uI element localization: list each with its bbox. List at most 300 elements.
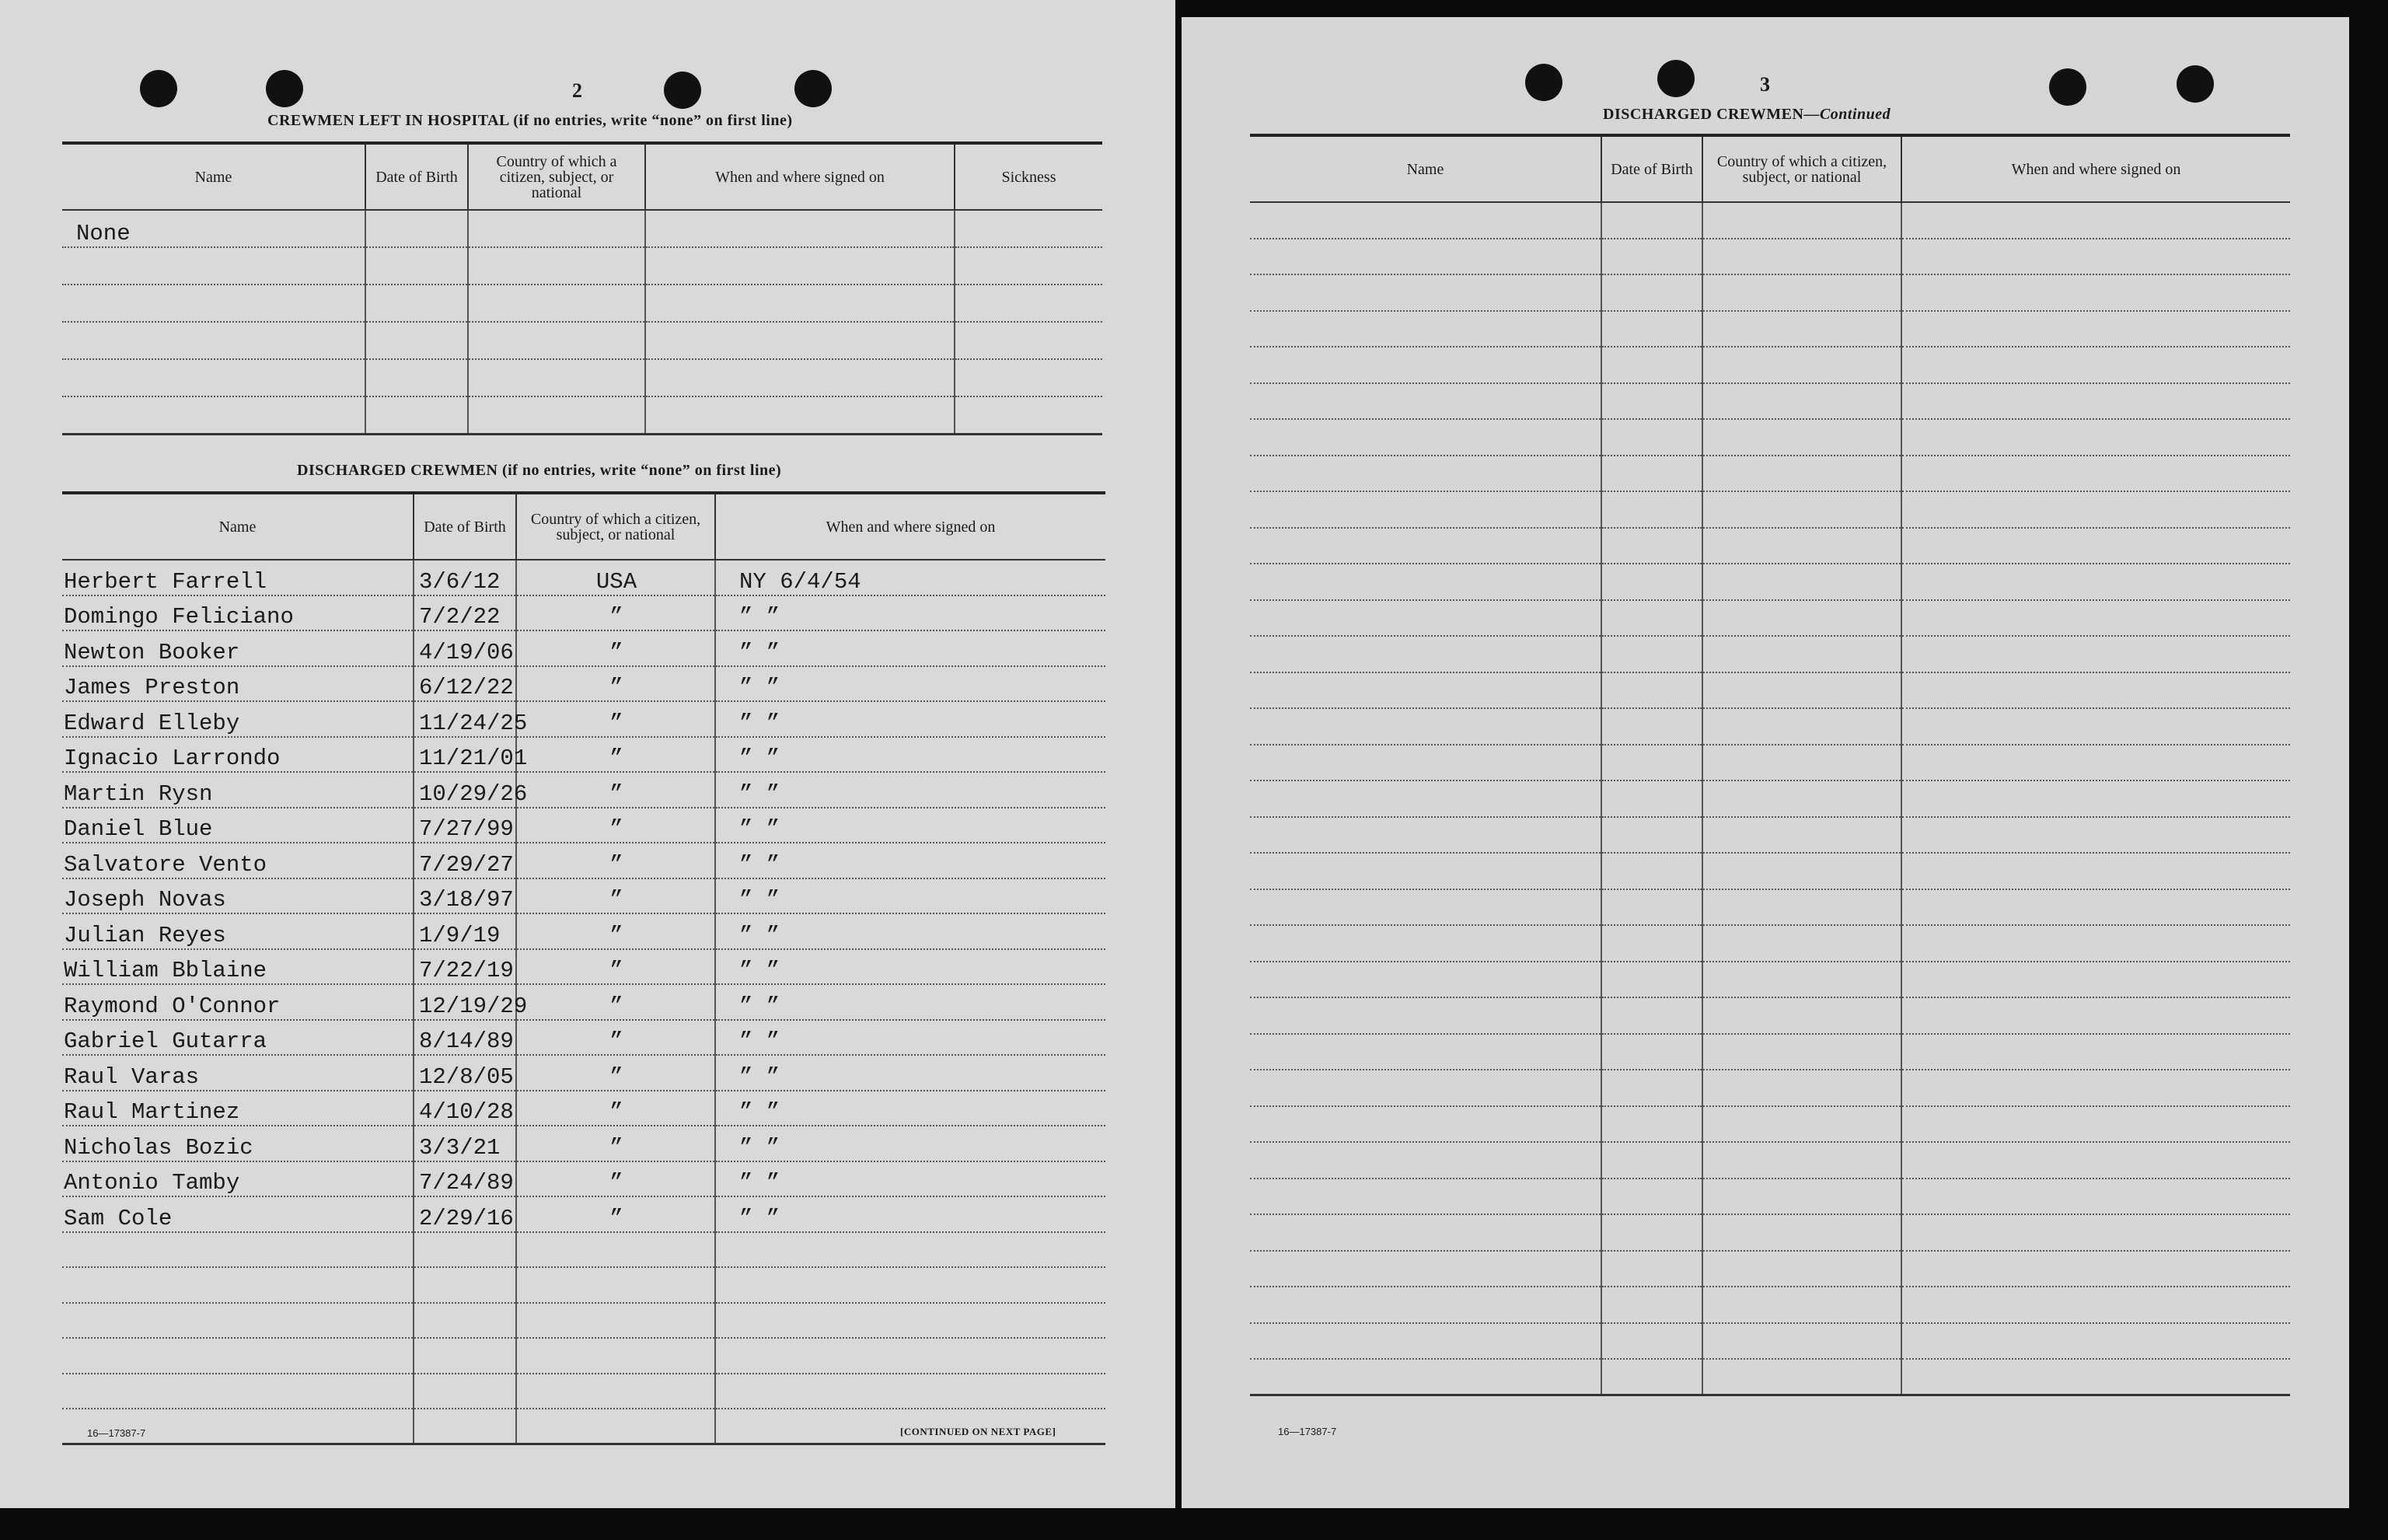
table-cell (1601, 1251, 1702, 1287)
discharged-continued-bold: DISCHARGED CREWMEN (1603, 106, 1804, 123)
table-cell (62, 285, 365, 322)
table-row (62, 878, 1105, 914)
table-cell (1250, 889, 1601, 926)
table-cell (645, 247, 955, 285)
table-row (1250, 636, 2290, 672)
table-cell (1901, 1142, 2290, 1179)
table-cell (715, 1303, 1105, 1339)
table-cell (645, 396, 955, 434)
table-cell (1250, 1179, 1601, 1215)
column-header: Date of Birth (414, 493, 516, 560)
form-number: 16—17387-7 (1278, 1426, 1337, 1437)
table-row (1250, 925, 2290, 962)
table-row (62, 701, 1105, 737)
table-cell: ” (516, 1161, 715, 1197)
table-row (62, 210, 1102, 247)
table-cell: 11/21/01 (414, 737, 516, 773)
table-cell (1601, 1323, 1702, 1360)
table-cell (645, 322, 955, 359)
table-cell: Gabriel Gutarra (62, 1020, 414, 1056)
table-cell (365, 359, 468, 396)
table-cell (1601, 311, 1702, 347)
table-row (1250, 564, 2290, 600)
page-number: 3 (1760, 73, 1770, 96)
table-cell (414, 1374, 516, 1409)
table-cell (1901, 311, 2290, 347)
continued-note: [CONTINUED ON NEXT PAGE] (900, 1426, 1056, 1437)
column-header: Date of Birth (1601, 135, 1702, 202)
column-header: When and where signed on (715, 493, 1105, 560)
table-cell (414, 1409, 516, 1444)
table-cell (1702, 997, 1901, 1034)
table-cell (1702, 491, 1901, 528)
table-cell (1901, 672, 2290, 709)
table-cell (365, 396, 468, 434)
table-row (1250, 1106, 2290, 1143)
table-cell: Martin Rysn (62, 772, 414, 808)
table-cell: ” ” (715, 701, 1105, 737)
table-cell (1250, 456, 1601, 492)
table-row (62, 1161, 1105, 1197)
table-cell (62, 1303, 414, 1339)
table-row (1250, 311, 2290, 347)
table-cell (1250, 1251, 1601, 1287)
table-row (1250, 1359, 2290, 1395)
table-cell (365, 285, 468, 322)
table-cell (1250, 1359, 1601, 1395)
table-cell: James Preston (62, 666, 414, 702)
table-row (1250, 202, 2290, 239)
table-cell (1601, 708, 1702, 745)
table-cell (1601, 202, 1702, 239)
table-row (1250, 853, 2290, 889)
table-cell: Salvatore Vento (62, 843, 414, 878)
table-cell (1250, 817, 1601, 854)
table-cell (468, 247, 645, 285)
table-cell (414, 1338, 516, 1374)
table-cell (1250, 925, 1601, 962)
table-cell (1901, 745, 2290, 781)
table-cell: 7/2/22 (414, 595, 516, 631)
table-cell (62, 396, 365, 434)
table-cell: 12/19/29 (414, 984, 516, 1020)
table-cell (1901, 962, 2290, 998)
table-cell: ” (516, 984, 715, 1020)
continued-label: —Continued (1803, 106, 1891, 123)
table-cell (1901, 1179, 2290, 1215)
table-cell (516, 1409, 715, 1444)
table-row (1250, 274, 2290, 311)
column-header: Name (62, 493, 414, 560)
table-cell: Ignacio Larrondo (62, 737, 414, 773)
table-cell (1601, 491, 1702, 528)
table-cell (1702, 1142, 1901, 1179)
table-cell (1601, 239, 1702, 275)
table-cell (1901, 419, 2290, 456)
table-cell (1901, 889, 2290, 926)
table-cell (955, 322, 1102, 359)
table-cell (1601, 1034, 1702, 1070)
table-cell (414, 1232, 516, 1268)
table-cell (1901, 239, 2290, 275)
discharged-continued-title (1603, 106, 1890, 124)
table-cell (645, 285, 955, 322)
table-cell (1601, 274, 1702, 311)
table-cell: 7/27/99 (414, 808, 516, 843)
table-cell (1250, 239, 1601, 275)
table-cell (1250, 853, 1601, 889)
hospital-table (62, 141, 1102, 435)
table-cell: Daniel Blue (62, 808, 414, 843)
table-cell (62, 322, 365, 359)
table-cell (1702, 383, 1901, 420)
table-cell (1702, 925, 1901, 962)
hospital-title-bold: CREWMEN LEFT IN HOSPITAL (267, 112, 509, 129)
table-cell (715, 1338, 1105, 1374)
table-cell (1901, 1106, 2290, 1143)
table-cell (1901, 636, 2290, 672)
discharged-title-note: (if no entries, write “none” on first line) (501, 462, 782, 479)
table-cell (1601, 1070, 1702, 1106)
table-cell (62, 1267, 414, 1303)
table-cell (1901, 1323, 2290, 1360)
table-cell (955, 359, 1102, 396)
table-cell (1901, 1359, 2290, 1395)
table-cell (1601, 997, 1702, 1034)
discharged-title-bold: DISCHARGED CREWMEN (297, 462, 498, 479)
table-cell (1702, 419, 1901, 456)
table-cell (1250, 745, 1601, 781)
table-cell (1702, 1287, 1901, 1323)
table-row (62, 913, 1105, 949)
table-row (62, 808, 1105, 843)
table-row (1250, 347, 2290, 383)
table-cell: ” (516, 666, 715, 702)
table-row (62, 666, 1105, 702)
table-cell: ” ” (715, 595, 1105, 631)
punch-hole (1525, 64, 1562, 101)
table-cell: None (62, 210, 365, 247)
table-cell: ” ” (715, 949, 1105, 985)
table-cell: Edward Elleby (62, 701, 414, 737)
table-cell: Domingo Feliciano (62, 595, 414, 631)
table-cell (1702, 311, 1901, 347)
table-row (62, 1338, 1105, 1374)
table-row (62, 843, 1105, 878)
table-cell: ” (516, 1126, 715, 1161)
table-cell: 3/3/21 (414, 1126, 516, 1161)
table-row (62, 322, 1102, 359)
table-cell (1250, 383, 1601, 420)
discharged-section-title (297, 462, 781, 480)
table-cell (1901, 528, 2290, 564)
table-cell: ” ” (715, 913, 1105, 949)
table-cell: ” ” (715, 1196, 1105, 1232)
table-cell: ” (516, 1055, 715, 1091)
table-cell (1901, 274, 2290, 311)
table-cell (1250, 1142, 1601, 1179)
table-cell (1901, 383, 2290, 420)
table-row (1250, 1251, 2290, 1287)
table-cell (1250, 528, 1601, 564)
table-row (1250, 780, 2290, 817)
table-cell (468, 322, 645, 359)
table-cell (1601, 962, 1702, 998)
table-cell (1702, 1106, 1901, 1143)
table-cell (516, 1267, 715, 1303)
table-row (62, 630, 1105, 666)
table-cell: ” ” (715, 737, 1105, 773)
table-cell (468, 210, 645, 247)
table-cell: 4/19/06 (414, 630, 516, 666)
table-cell (1601, 528, 1702, 564)
right-page (1182, 17, 2349, 1508)
discharged-continued-table (1250, 134, 2290, 1396)
table-row (62, 247, 1102, 285)
table-cell (1250, 997, 1601, 1034)
table-cell: 4/10/28 (414, 1091, 516, 1126)
table-cell (1702, 817, 1901, 854)
table-cell (1702, 780, 1901, 817)
table-cell (1901, 780, 2290, 817)
table-cell (365, 322, 468, 359)
column-header: Country of which a citizen, subject, or national (468, 143, 645, 210)
table-row (1250, 708, 2290, 745)
table-cell (1601, 672, 1702, 709)
table-cell (1702, 564, 1901, 600)
table-cell: Julian Reyes (62, 913, 414, 949)
table-cell: Raul Varas (62, 1055, 414, 1091)
table-cell (365, 210, 468, 247)
table-cell: 12/8/05 (414, 1055, 516, 1091)
punch-hole (664, 72, 701, 109)
table-cell (1250, 600, 1601, 637)
table-cell (468, 396, 645, 434)
table-cell: ” (516, 913, 715, 949)
table-cell (1250, 780, 1601, 817)
table-cell (715, 1232, 1105, 1268)
table-cell (1901, 1287, 2290, 1323)
table-cell (955, 285, 1102, 322)
punch-hole (266, 70, 303, 107)
table-cell (1601, 383, 1702, 420)
table-cell: Herbert Farrell (62, 560, 414, 595)
table-cell: 3/6/12 (414, 560, 516, 595)
table-cell: Raul Martinez (62, 1091, 414, 1126)
column-header: Name (62, 143, 365, 210)
table-cell: 6/12/22 (414, 666, 516, 702)
table-cell (1250, 202, 1601, 239)
table-cell (1901, 202, 2290, 239)
table-cell (1250, 1070, 1601, 1106)
table-cell (1250, 347, 1601, 383)
hospital-section-title (267, 112, 793, 130)
table-cell (955, 247, 1102, 285)
table-cell (1250, 1106, 1601, 1143)
table-cell: Newton Booker (62, 630, 414, 666)
table-row (1250, 1070, 2290, 1106)
table-cell (1601, 817, 1702, 854)
table-cell (645, 359, 955, 396)
table-cell: 8/14/89 (414, 1020, 516, 1056)
table-cell (1702, 1214, 1901, 1251)
table-cell (1901, 1251, 2290, 1287)
page-number: 2 (572, 79, 582, 102)
table-cell (1601, 780, 1702, 817)
table-cell: ” (516, 701, 715, 737)
table-cell: 11/24/25 (414, 701, 516, 737)
hospital-title-note: (if no entries, write “none” on first line) (513, 112, 793, 129)
table-cell: ” ” (715, 1055, 1105, 1091)
table-cell (468, 359, 645, 396)
table-row (1250, 239, 2290, 275)
table-cell: ” ” (715, 772, 1105, 808)
table-cell: Antonio Tamby (62, 1161, 414, 1197)
table-row (62, 359, 1102, 396)
table-cell: 10/29/26 (414, 772, 516, 808)
column-header: When and where signed on (1901, 135, 2290, 202)
form-number: 16—17387-7 (87, 1427, 146, 1439)
table-row (62, 1303, 1105, 1339)
table-cell (1601, 564, 1702, 600)
table-row (62, 1232, 1105, 1268)
table-cell: ” (516, 595, 715, 631)
table-cell (1250, 708, 1601, 745)
table-cell: ” (516, 878, 715, 914)
table-cell (1702, 347, 1901, 383)
table-cell (1702, 745, 1901, 781)
table-row (1250, 962, 2290, 998)
punch-hole (1657, 60, 1695, 97)
table-cell (1702, 600, 1901, 637)
table-cell (1601, 456, 1702, 492)
table-row (62, 949, 1105, 985)
table-cell: ” ” (715, 808, 1105, 843)
table-cell (1901, 491, 2290, 528)
table-cell: 1/9/19 (414, 913, 516, 949)
table-cell (1601, 1359, 1702, 1395)
table-cell: USA (516, 560, 715, 595)
table-cell: 7/24/89 (414, 1161, 516, 1197)
table-cell (1901, 817, 2290, 854)
table-cell (62, 359, 365, 396)
table-row (62, 1091, 1105, 1126)
table-cell (1601, 600, 1702, 637)
table-row (62, 560, 1105, 595)
table-row (1250, 1214, 2290, 1251)
table-cell (1702, 708, 1901, 745)
left-page (0, 0, 1175, 1508)
table-cell: ” (516, 630, 715, 666)
table-cell (516, 1303, 715, 1339)
table-cell (1601, 889, 1702, 926)
table-row (62, 595, 1105, 631)
table-cell (414, 1303, 516, 1339)
table-cell (1601, 1214, 1702, 1251)
table-cell (1702, 1034, 1901, 1070)
table-cell (1901, 997, 2290, 1034)
table-cell: Joseph Novas (62, 878, 414, 914)
table-row (1250, 1287, 2290, 1323)
table-row (1250, 419, 2290, 456)
table-cell (645, 210, 955, 247)
table-cell (1250, 564, 1601, 600)
punch-hole (2177, 65, 2214, 103)
table-row (62, 772, 1105, 808)
table-cell: ” ” (715, 630, 1105, 666)
table-cell (414, 1267, 516, 1303)
table-row (1250, 383, 2290, 420)
table-cell (1702, 202, 1901, 239)
table-cell (955, 210, 1102, 247)
table-row (1250, 528, 2290, 564)
table-cell (1901, 1070, 2290, 1106)
table-cell (1702, 1179, 1901, 1215)
table-cell (1601, 1106, 1702, 1143)
table-row (1250, 1323, 2290, 1360)
table-row (62, 1374, 1105, 1409)
table-cell (1601, 1287, 1702, 1323)
table-row (1250, 456, 2290, 492)
table-cell (365, 247, 468, 285)
discharged-table (62, 491, 1105, 1445)
table-cell (516, 1232, 715, 1268)
table-cell: Sam Cole (62, 1196, 414, 1232)
table-cell (1250, 1323, 1601, 1360)
table-cell (1702, 962, 1901, 998)
table-cell (62, 1232, 414, 1268)
table-cell: Raymond O'Connor (62, 984, 414, 1020)
table-cell (1250, 491, 1601, 528)
table-cell (1901, 1214, 2290, 1251)
table-cell (1901, 1034, 2290, 1070)
table-cell (1702, 239, 1901, 275)
table-cell (1250, 962, 1601, 998)
table-cell: ” (516, 843, 715, 878)
table-row (1250, 672, 2290, 709)
table-cell: ” (516, 772, 715, 808)
table-cell (715, 1267, 1105, 1303)
table-cell (1250, 1287, 1601, 1323)
table-cell: ” (516, 1196, 715, 1232)
punch-hole (794, 70, 832, 107)
table-cell (1702, 889, 1901, 926)
table-cell: 3/18/97 (414, 878, 516, 914)
table-row (1250, 491, 2290, 528)
table-cell (1901, 708, 2290, 745)
table-cell (1601, 1142, 1702, 1179)
table-cell: ” ” (715, 1161, 1105, 1197)
table-cell (1601, 853, 1702, 889)
table-row (62, 984, 1105, 1020)
table-cell (1901, 456, 2290, 492)
table-row (1250, 889, 2290, 926)
table-cell (1250, 1034, 1601, 1070)
table-cell (1901, 925, 2290, 962)
table-cell (715, 1374, 1105, 1409)
table-cell (1601, 347, 1702, 383)
table-cell (1702, 636, 1901, 672)
table-row (1250, 600, 2290, 637)
table-cell (1702, 456, 1901, 492)
table-cell (1702, 528, 1901, 564)
table-cell: 7/22/19 (414, 949, 516, 985)
table-cell: ” (516, 949, 715, 985)
table-cell: ” ” (715, 666, 1105, 702)
table-row (1250, 1142, 2290, 1179)
punch-hole (140, 70, 177, 107)
table-cell (1702, 1070, 1901, 1106)
